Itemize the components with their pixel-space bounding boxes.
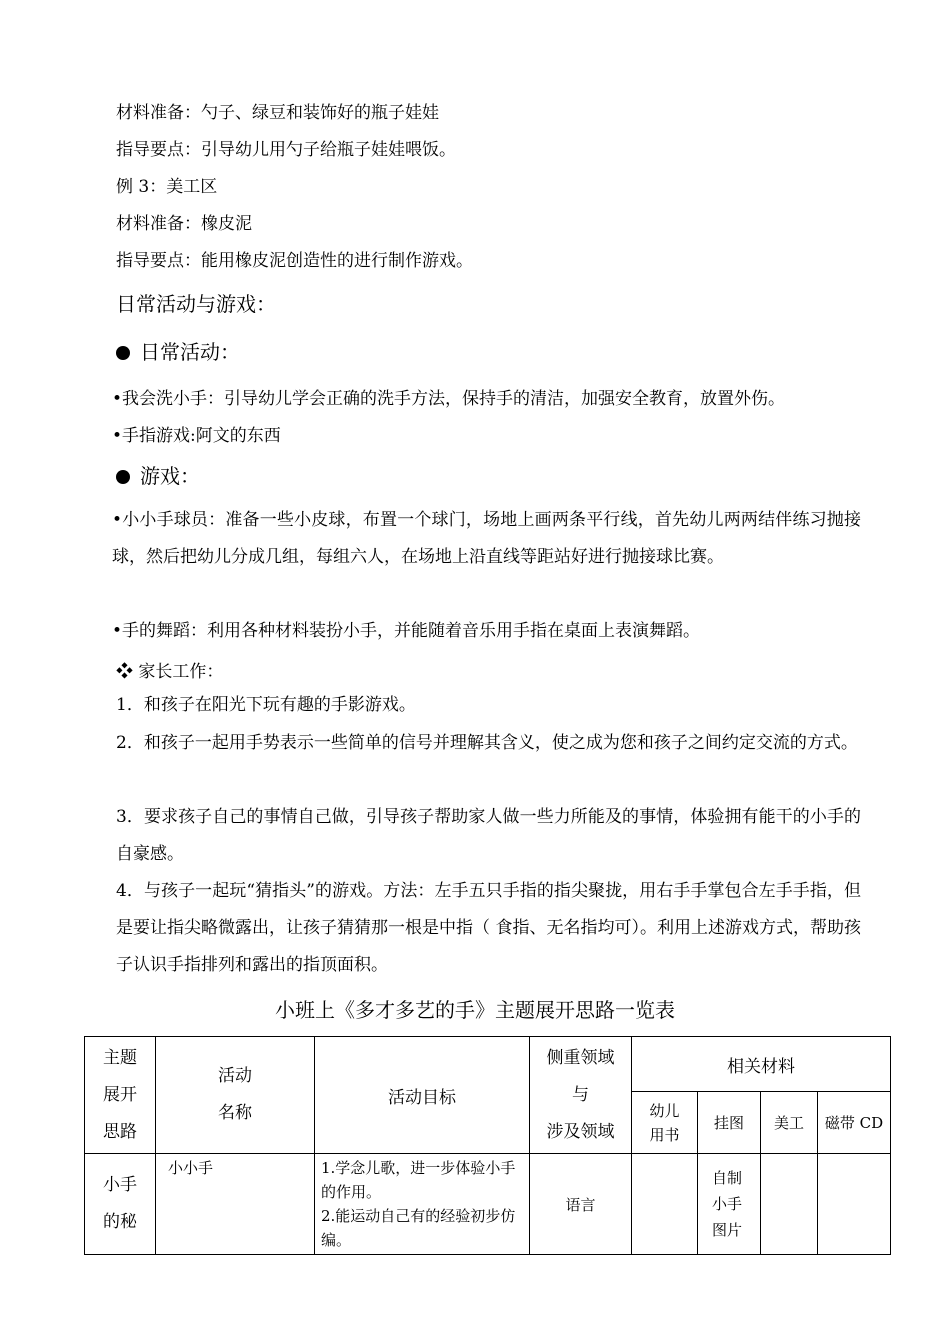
example-3-line: 例 3：美工区: [116, 177, 218, 197]
row-book: [632, 1154, 698, 1255]
parents-heading: ❖ 家长工作：: [116, 662, 224, 682]
parents-item-3: 3．要求孩子自己的事情自己做，引导孩子帮助家人做一些力所能及的事情，体验拥有能干的小手的自豪感。: [116, 807, 861, 864]
games-item-2: •手的舞蹈：利用各种材料装扮小手，并能随着音乐用手指在桌面上表演舞蹈。: [112, 621, 701, 641]
guidance-line-2: 指导要点：能用橡皮泥创造性的进行制作游戏。: [116, 251, 473, 271]
games-heading: 游戏：: [140, 464, 200, 488]
header-activity: 活动 名称: [156, 1037, 315, 1154]
parents-item-2: 2．和孩子一起用手势表示一些简单的信号并理解其含义，使之成为您和孩子之间约定交流的方式。: [116, 733, 858, 753]
materials-line-1: 材料准备：勺子、绿豆和装饰好的瓶子娃娃: [116, 103, 439, 123]
row-activity: 小小手: [156, 1154, 315, 1255]
parents-item-4: 4．与孩子一起玩“猜指头”的游戏。方法：左手五只手指的指尖聚拢，用右手手掌包合左手手指，但是要让指尖略微露出，让孩子猜猜那一根是中指（ 食指、无名指均可）。利用上述游戏方式，帮助孩子认识手指排列和露出的指顶面积。: [116, 881, 861, 975]
games-heading-row: [116, 460, 200, 489]
header-art: 美工: [761, 1092, 818, 1154]
bullet-icon: [116, 346, 130, 360]
theme-table: [84, 1036, 891, 1255]
header-domain: 侧重领域 与 涉及领域: [530, 1037, 632, 1154]
daily-heading-row: [116, 336, 240, 365]
row-art: [761, 1154, 818, 1255]
daily-heading: 日常活动：: [140, 340, 240, 364]
header-theme: 主题 展开 思路: [85, 1037, 156, 1154]
row-theme: 小手 的秘: [85, 1154, 156, 1255]
row-tape: [818, 1154, 891, 1255]
daily-item-1: •我会洗小手：引导幼儿学会正确的洗手方法，保持手的清洁，加强安全教育，放置外伤。: [112, 389, 786, 409]
parents-item-1: 1．和孩子在阳光下玩有趣的手影游戏。: [116, 695, 416, 715]
games-item-1: •小小手球员：准备一些小皮球，布置一个球门，场地上画两条平行线，首先幼儿两两结伴练习抛接球，然后把幼儿分成几组，每组六人，在场地上沿直线等距站好进行抛接球比赛。: [112, 510, 861, 567]
bullet-icon: [116, 470, 130, 484]
daily-item-2: •手指游戏:阿文的东西: [112, 426, 281, 446]
row-domain: 语言: [530, 1154, 632, 1255]
row-poster: 自制小手图片: [698, 1154, 761, 1255]
section-title: 日常活动与游戏：: [116, 292, 276, 316]
header-tape: 磁带 CD: [818, 1092, 891, 1154]
materials-line-2: 材料准备：橡皮泥: [116, 214, 252, 234]
header-poster: 挂图: [698, 1092, 761, 1154]
header-book: 幼儿用书: [632, 1092, 698, 1154]
header-goal: 活动目标: [315, 1037, 530, 1154]
row-goal: 1.学念儿歌，进一步体验小手的作用。 2.能运动自己有的经验初步仿编。: [315, 1154, 530, 1255]
guidance-line-1: 指导要点：引导幼儿用勺子给瓶子娃娃喂饭。: [116, 140, 456, 160]
header-materials: 相关材料: [632, 1037, 891, 1092]
table-title: 小班上《多才多艺的手》主题展开思路一览表: [275, 998, 675, 1022]
